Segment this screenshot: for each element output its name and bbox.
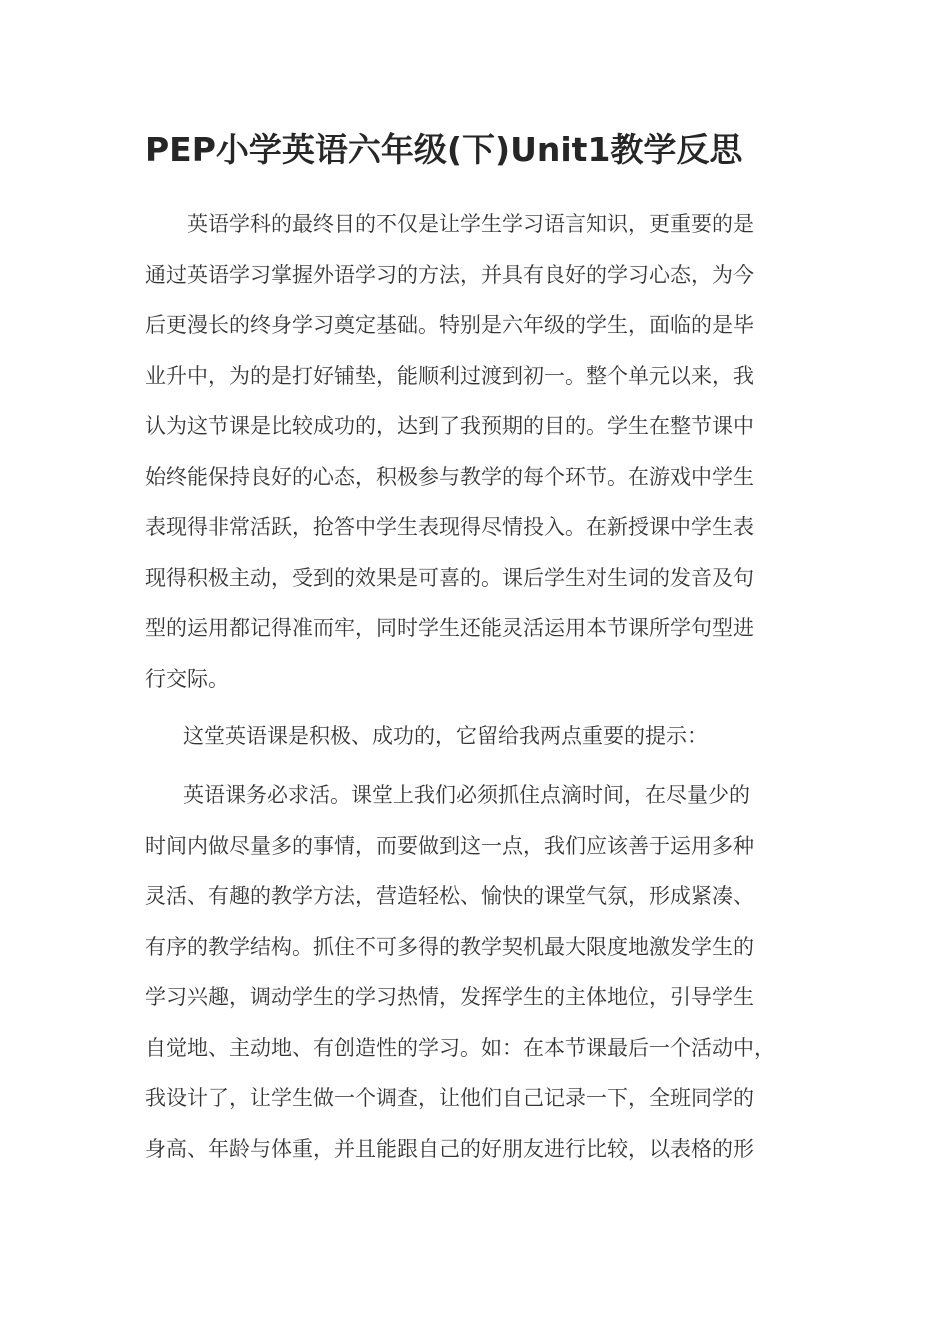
paragraph-line: 时间内做尽量多的事情，而要做到这一点，我们应该善于运用多种: [145, 833, 754, 858]
paragraph-line: 有序的教学结构。抓住不可多得的教学契机最大限度地激发学生的: [145, 934, 754, 959]
paragraph-line: 后更漫长的终身学习奠定基础。特别是六年级的学生，面临的是毕: [145, 313, 754, 337]
paragraph-line: 我设计了，让学生做一个调查，让他们自己记录一下，全班同学的: [145, 1086, 754, 1110]
paragraph-line: 行交际。: [145, 666, 229, 691]
paragraph-line: 英语课务必求活。课堂上我们必须抓住点滴时间，在尽量少的: [183, 783, 750, 807]
paragraph-line: 现得积极主动，受到的效果是可喜的。课后学生对生词的发音及句: [145, 565, 754, 590]
paragraph-line: 自觉地、主动地、有创造性的学习。如：在本节课最后一个活动中，: [145, 1035, 775, 1060]
paragraph-point-one: [145, 770, 805, 1180]
paragraph-line: 型的运用都记得准而牢，同时学生还能灵活运用本节课所学句型进: [145, 616, 754, 640]
paragraph-line: 通过英语学习掌握外语学习的方法，并具有良好的学习心态，为今: [145, 262, 754, 287]
paragraph-intro: [145, 199, 805, 707]
paragraph-line: 身高、年龄与体重，并且能跟自己的好朋友进行比较，以表格的形: [145, 1136, 754, 1161]
paragraph-line: 灵活、有趣的教学方法，营造轻松、愉快的课堂气氛，形成紧凑、: [145, 884, 754, 908]
paragraph-line: 表现得非常活跃，抢答中学生表现得尽情投入。在新授课中学生表: [145, 515, 754, 539]
paragraph-line: 认为这节课是比较成功的，达到了我预期的目的。学生在整节课中: [145, 414, 754, 438]
paragraph-line: 学习兴趣，调动学生的学习热情，发挥学生的主体地位，引导学生: [145, 985, 754, 1009]
paragraph-line: 始终能保持良好的心态，积极参与教学的每个环节。在游戏中学生: [145, 464, 754, 489]
paragraph-line: 英语学科的最终目的不仅是让学生学习语言知识，更重要的是: [187, 212, 754, 236]
paragraph-summary: [145, 711, 805, 762]
document-title: PEP小学英语六年级(下)Unit1教学反思: [145, 130, 743, 169]
paragraph-line: 这堂英语课是积极、成功的，它留给我两点重要的提示：: [183, 724, 708, 748]
paragraph-line: 业升中，为的是打好铺垫，能顺利过渡到初一。整个单元以来，我: [145, 363, 754, 388]
